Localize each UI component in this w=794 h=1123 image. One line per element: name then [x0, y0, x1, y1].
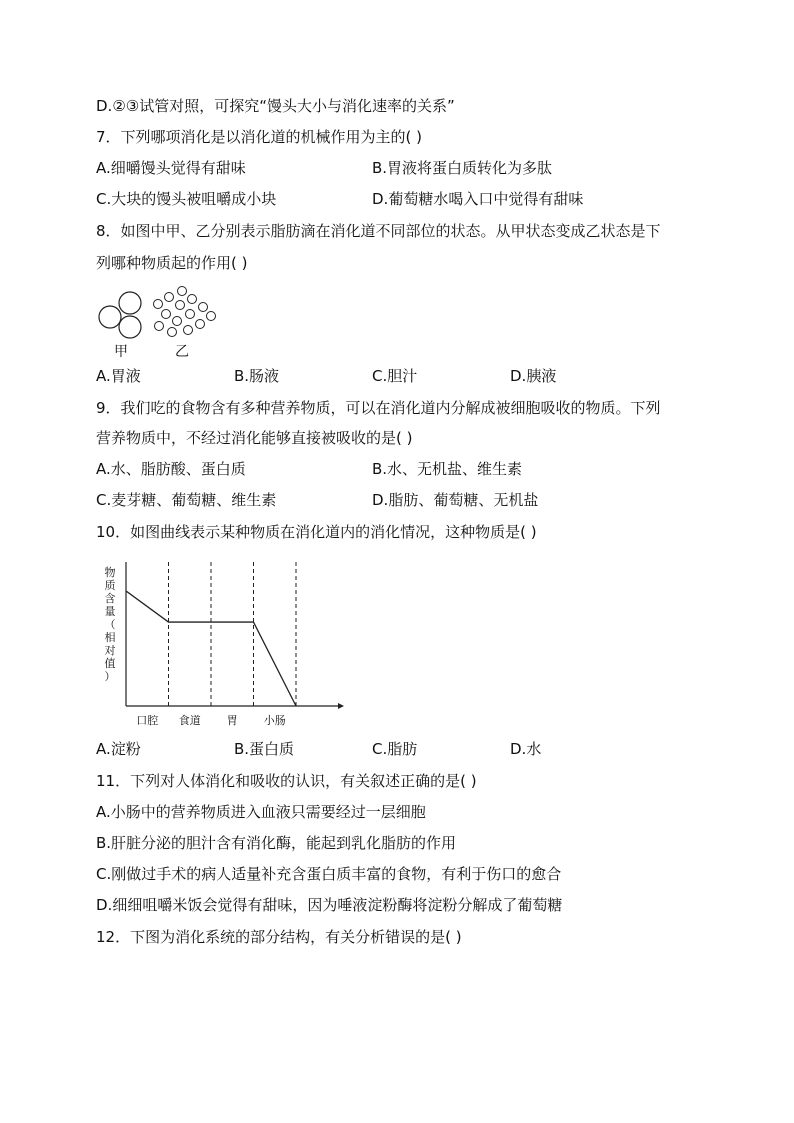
- large-droplet-3: [119, 316, 141, 338]
- q8-stem-line2: 列哪种物质起的作用( ): [96, 254, 248, 272]
- q11-stem: 11．下列对人体消化和吸收的认识，有关叙述正确的是( ): [96, 772, 477, 790]
- small-droplet: [162, 310, 171, 319]
- q9-stem-line1: 9．我们吃的食物含有多种营养物质，可以在消化道内分解成被细胞吸收的物质。下列: [96, 399, 661, 417]
- q9-option-b: B.水、无机盐、维生素: [372, 460, 523, 478]
- y-label-char: ）: [104, 670, 116, 683]
- figure-label-jia: 甲: [114, 344, 128, 360]
- q8-option-a: A.胃液: [96, 367, 141, 385]
- y-label-char: 相: [104, 631, 116, 644]
- small-droplet: [165, 293, 174, 302]
- droplet-small-group: [154, 287, 216, 337]
- x-tick-label: 口腔: [136, 714, 159, 727]
- q10-stem: 10．如图曲线表示某种物质在消化道内的消化情况，这种物质是( ): [96, 523, 537, 541]
- q9-stem-line2: 营养物质中，不经过消化能够直接被吸收的是( ): [96, 429, 413, 447]
- x-tick-label: 胃: [226, 714, 238, 727]
- q11-option-c: C.刚做过手术的病人适量补充含蛋白质丰富的食物，有利于伤口的愈合: [96, 865, 562, 883]
- y-label-char: 量: [104, 605, 116, 618]
- q10-option-b: B.蛋白质: [234, 740, 295, 758]
- small-droplet: [155, 322, 164, 331]
- y-label-char: 质: [104, 579, 116, 592]
- q6-option-d: D.②③试管对照，可探究“馒头大小与消化速率的关系”: [96, 97, 455, 115]
- y-label-char: 含: [104, 592, 116, 605]
- figure-label-yi: 乙: [175, 344, 189, 360]
- large-droplet-2: [119, 292, 141, 314]
- small-droplet: [178, 287, 187, 296]
- q7-option-a: A.细嚼馒头觉得有甜味: [96, 159, 246, 177]
- q10-option-d: D.水: [510, 740, 542, 758]
- fat-droplet-figure: [96, 282, 226, 362]
- x-tick-label: 食道: [178, 714, 201, 727]
- q8-option-c: C.胆汁: [372, 367, 418, 385]
- q11-option-b: B.肝脏分泌的胆汁含有消化酶，能起到乳化脂肪的作用: [96, 834, 457, 852]
- x-tick-label: 小肠: [263, 714, 286, 727]
- small-droplet: [196, 320, 205, 329]
- q8-option-b: B.肠液: [234, 367, 280, 385]
- droplet-large-group: [99, 292, 141, 338]
- q10-option-c: C.脂肪: [372, 740, 418, 758]
- q7-option-d: D.葡萄糖水喝入口中觉得有甜味: [372, 190, 584, 208]
- q11-option-a: A.小肠中的营养物质进入血液只需要经过一层细胞: [96, 803, 426, 821]
- large-droplet-1: [99, 306, 121, 328]
- y-label-char: 物: [104, 566, 116, 579]
- small-droplet: [188, 295, 197, 304]
- q9-option-a: A.水、脂肪酸、蛋白质: [96, 460, 246, 478]
- y-label-char: 对: [104, 644, 116, 657]
- q8-stem-line1: 8．如图中甲、乙分别表示脂肪滴在消化道不同部位的状态。从甲状态变成乙状态是下: [96, 222, 661, 240]
- q7-option-b: B.胃液将蛋白质转化为多肽: [372, 159, 553, 177]
- q8-option-d: D.胰液: [510, 367, 557, 385]
- q11-option-d: D.细细咀嚼米饭会觉得有甜味，因为唾液淀粉酶将淀粉分解成了葡萄糖: [96, 896, 563, 914]
- y-label-char: 值: [104, 657, 116, 670]
- small-droplet: [176, 301, 185, 310]
- digestion-curve-chart: [96, 558, 346, 730]
- x-axis-arrow: [338, 703, 344, 709]
- small-droplet: [207, 312, 216, 321]
- q12-stem: 12．下图为消化系统的部分结构，有关分析错误的是( ): [96, 928, 462, 946]
- small-droplet: [168, 328, 177, 337]
- small-droplet: [184, 326, 193, 335]
- y-axis-label: [105, 565, 116, 683]
- small-droplet: [199, 303, 208, 312]
- q7-stem: 7．下列哪项消化是以消化道的机械作用为主的( ): [96, 128, 423, 146]
- q9-option-d: D.脂肪、葡萄糖、无机盐: [372, 491, 539, 509]
- y-label-char: （: [104, 618, 116, 631]
- small-droplet: [154, 300, 163, 309]
- q9-option-c: C.麦芽糖、葡萄糖、维生素: [96, 491, 277, 509]
- small-droplet: [186, 310, 195, 319]
- q10-option-a: A.淀粉: [96, 740, 141, 758]
- small-droplet: [173, 317, 182, 326]
- q7-option-c: C.大块的馒头被咀嚼成小块: [96, 190, 277, 208]
